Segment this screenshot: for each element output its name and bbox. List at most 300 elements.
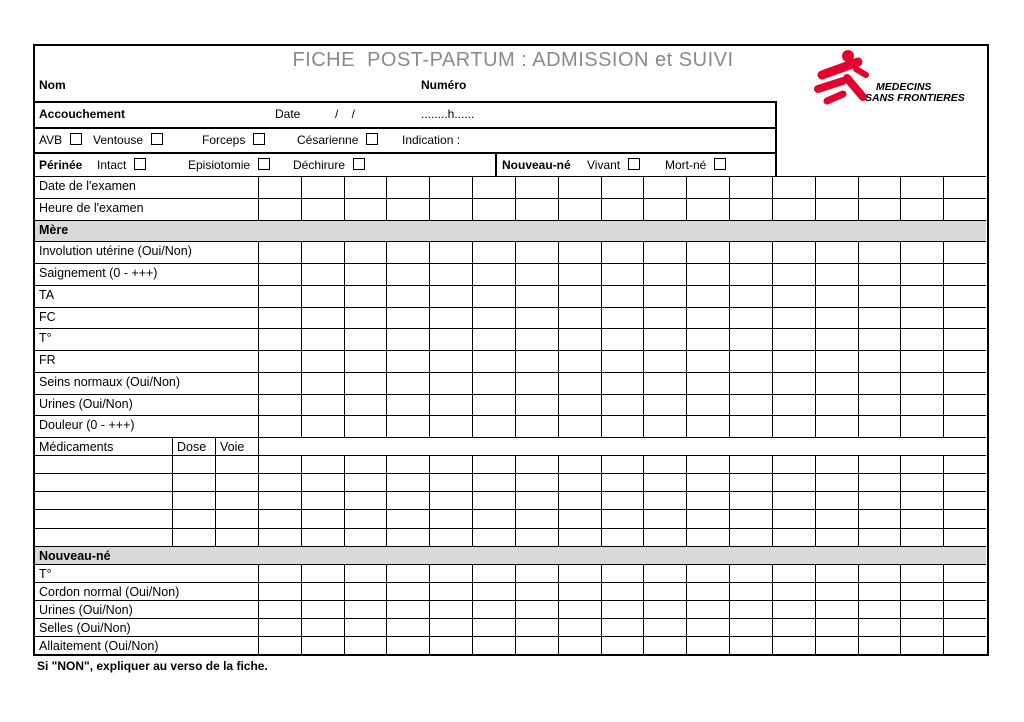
grid-cell[interactable] xyxy=(344,510,387,527)
grid-cell[interactable] xyxy=(772,416,815,437)
grid-cell[interactable] xyxy=(729,492,772,509)
grid-cell[interactable] xyxy=(301,637,344,654)
grid-cell[interactable] xyxy=(344,308,387,329)
grid-cell[interactable] xyxy=(258,492,301,509)
medication-dose-cell[interactable] xyxy=(172,474,215,491)
grid-cell[interactable] xyxy=(386,619,429,636)
grid-cell[interactable] xyxy=(900,242,943,263)
grid-cell[interactable] xyxy=(601,637,644,654)
grid-cell[interactable] xyxy=(858,264,901,285)
grid-cell[interactable] xyxy=(858,529,901,546)
grid-cell[interactable] xyxy=(258,373,301,394)
grid-cell[interactable] xyxy=(729,242,772,263)
grid-cell[interactable] xyxy=(943,601,986,618)
grid-cell[interactable] xyxy=(772,242,815,263)
grid-cell[interactable] xyxy=(515,329,558,350)
grid-cell[interactable] xyxy=(943,510,986,527)
grid-cell[interactable] xyxy=(558,264,601,285)
grid-cell[interactable] xyxy=(601,510,644,527)
grid-cell[interactable] xyxy=(515,373,558,394)
grid-cell[interactable] xyxy=(515,474,558,491)
grid-cell[interactable] xyxy=(943,199,986,220)
grid-cell[interactable] xyxy=(900,286,943,307)
grid-cell[interactable] xyxy=(858,492,901,509)
grid-cell[interactable] xyxy=(815,583,858,600)
grid-cell[interactable] xyxy=(558,565,601,582)
grid-cell[interactable] xyxy=(472,395,515,416)
grid-cell[interactable] xyxy=(601,373,644,394)
grid-cell[interactable] xyxy=(686,492,729,509)
grid-cell[interactable] xyxy=(772,456,815,473)
grid-cell[interactable] xyxy=(301,177,344,198)
grid-cell[interactable] xyxy=(686,242,729,263)
grid-cell[interactable] xyxy=(558,619,601,636)
grid-cell[interactable] xyxy=(558,529,601,546)
grid-cell[interactable] xyxy=(729,474,772,491)
grid-cell[interactable] xyxy=(858,395,901,416)
grid-cell[interactable] xyxy=(472,583,515,600)
grid-cell[interactable] xyxy=(558,456,601,473)
grid-cell[interactable] xyxy=(729,583,772,600)
grid-cell[interactable] xyxy=(772,264,815,285)
grid-cell[interactable] xyxy=(858,308,901,329)
grid-cell[interactable] xyxy=(729,456,772,473)
grid-cell[interactable] xyxy=(643,242,686,263)
grid-cell[interactable] xyxy=(900,601,943,618)
grid-cell[interactable] xyxy=(943,474,986,491)
grid-cell[interactable] xyxy=(344,177,387,198)
grid-cell[interactable] xyxy=(815,373,858,394)
grid-cell[interactable] xyxy=(386,264,429,285)
grid-cell[interactable] xyxy=(643,286,686,307)
grid-cell[interactable] xyxy=(943,416,986,437)
grid-cell[interactable] xyxy=(386,351,429,372)
grid-cell[interactable] xyxy=(258,416,301,437)
grid-cell[interactable] xyxy=(772,308,815,329)
grid-cell[interactable] xyxy=(729,510,772,527)
grid-cell[interactable] xyxy=(558,177,601,198)
grid-cell[interactable] xyxy=(772,529,815,546)
grid-cell[interactable] xyxy=(815,529,858,546)
medication-name-cell[interactable] xyxy=(35,529,172,546)
grid-cell[interactable] xyxy=(686,456,729,473)
grid-cell[interactable] xyxy=(815,456,858,473)
grid-cell[interactable] xyxy=(643,583,686,600)
grid-cell[interactable] xyxy=(815,177,858,198)
grid-cell[interactable] xyxy=(643,264,686,285)
grid-cell[interactable] xyxy=(900,395,943,416)
medication-voie-cell[interactable] xyxy=(215,474,258,491)
grid-cell[interactable] xyxy=(429,242,472,263)
grid-cell[interactable] xyxy=(772,177,815,198)
grid-cell[interactable] xyxy=(772,199,815,220)
grid-cell[interactable] xyxy=(515,242,558,263)
grid-cell[interactable] xyxy=(900,199,943,220)
grid-cell[interactable] xyxy=(429,510,472,527)
intact-checkbox[interactable] xyxy=(134,158,146,170)
grid-cell[interactable] xyxy=(344,395,387,416)
vivant-checkbox[interactable] xyxy=(628,158,640,170)
grid-cell[interactable] xyxy=(943,329,986,350)
grid-cell[interactable] xyxy=(301,308,344,329)
grid-cell[interactable] xyxy=(601,329,644,350)
grid-cell[interactable] xyxy=(301,351,344,372)
grid-cell[interactable] xyxy=(643,619,686,636)
medication-dose-cell[interactable] xyxy=(172,456,215,473)
grid-cell[interactable] xyxy=(900,619,943,636)
grid-cell[interactable] xyxy=(472,351,515,372)
grid-cell[interactable] xyxy=(686,637,729,654)
grid-cell[interactable] xyxy=(301,492,344,509)
grid-cell[interactable] xyxy=(301,456,344,473)
grid-cell[interactable] xyxy=(729,286,772,307)
grid-cell[interactable] xyxy=(858,619,901,636)
grid-cell[interactable] xyxy=(472,474,515,491)
grid-cell[interactable] xyxy=(472,637,515,654)
grid-cell[interactable] xyxy=(943,565,986,582)
grid-cell[interactable] xyxy=(258,199,301,220)
grid-cell[interactable] xyxy=(815,474,858,491)
grid-cell[interactable] xyxy=(601,286,644,307)
grid-cell[interactable] xyxy=(429,177,472,198)
grid-cell[interactable] xyxy=(386,565,429,582)
grid-cell[interactable] xyxy=(558,242,601,263)
grid-cell[interactable] xyxy=(558,286,601,307)
medication-voie-cell[interactable] xyxy=(215,492,258,509)
grid-cell[interactable] xyxy=(429,264,472,285)
grid-cell[interactable] xyxy=(900,308,943,329)
grid-cell[interactable] xyxy=(943,529,986,546)
grid-cell[interactable] xyxy=(386,456,429,473)
grid-cell[interactable] xyxy=(515,395,558,416)
grid-cell[interactable] xyxy=(301,242,344,263)
grid-cell[interactable] xyxy=(772,395,815,416)
grid-cell[interactable] xyxy=(472,373,515,394)
grid-cell[interactable] xyxy=(472,492,515,509)
grid-cell[interactable] xyxy=(943,264,986,285)
grid-cell[interactable] xyxy=(943,492,986,509)
grid-cell[interactable] xyxy=(429,329,472,350)
grid-cell[interactable] xyxy=(601,308,644,329)
grid-cell[interactable] xyxy=(772,565,815,582)
grid-cell[interactable] xyxy=(900,510,943,527)
grid-cell[interactable] xyxy=(643,395,686,416)
grid-cell[interactable] xyxy=(686,583,729,600)
grid-cell[interactable] xyxy=(386,286,429,307)
grid-cell[interactable] xyxy=(943,583,986,600)
grid-cell[interactable] xyxy=(301,264,344,285)
grid-cell[interactable] xyxy=(943,395,986,416)
grid-cell[interactable] xyxy=(301,583,344,600)
grid-cell[interactable] xyxy=(429,565,472,582)
grid-cell[interactable] xyxy=(858,583,901,600)
grid-cell[interactable] xyxy=(515,492,558,509)
grid-cell[interactable] xyxy=(729,264,772,285)
grid-cell[interactable] xyxy=(729,637,772,654)
grid-cell[interactable] xyxy=(472,619,515,636)
grid-cell[interactable] xyxy=(943,308,986,329)
grid-cell[interactable] xyxy=(815,242,858,263)
grid-cell[interactable] xyxy=(386,308,429,329)
grid-cell[interactable] xyxy=(815,619,858,636)
grid-cell[interactable] xyxy=(429,474,472,491)
grid-cell[interactable] xyxy=(815,637,858,654)
grid-cell[interactable] xyxy=(772,492,815,509)
grid-cell[interactable] xyxy=(815,510,858,527)
grid-cell[interactable] xyxy=(429,416,472,437)
grid-cell[interactable] xyxy=(686,373,729,394)
grid-cell[interactable] xyxy=(686,474,729,491)
grid-cell[interactable] xyxy=(601,529,644,546)
grid-cell[interactable] xyxy=(258,601,301,618)
grid-cell[interactable] xyxy=(601,199,644,220)
grid-cell[interactable] xyxy=(815,199,858,220)
grid-cell[interactable] xyxy=(601,492,644,509)
grid-cell[interactable] xyxy=(429,529,472,546)
grid-cell[interactable] xyxy=(429,373,472,394)
grid-cell[interactable] xyxy=(515,416,558,437)
grid-cell[interactable] xyxy=(515,510,558,527)
grid-cell[interactable] xyxy=(815,286,858,307)
grid-cell[interactable] xyxy=(815,565,858,582)
grid-cell[interactable] xyxy=(643,529,686,546)
grid-cell[interactable] xyxy=(558,416,601,437)
grid-cell[interactable] xyxy=(772,601,815,618)
grid-cell[interactable] xyxy=(515,199,558,220)
grid-cell[interactable] xyxy=(729,177,772,198)
grid-cell[interactable] xyxy=(472,286,515,307)
grid-cell[interactable] xyxy=(858,474,901,491)
grid-cell[interactable] xyxy=(601,565,644,582)
grid-cell[interactable] xyxy=(943,619,986,636)
grid-cell[interactable] xyxy=(344,373,387,394)
grid-cell[interactable] xyxy=(301,373,344,394)
grid-cell[interactable] xyxy=(900,373,943,394)
grid-cell[interactable] xyxy=(258,351,301,372)
grid-cell[interactable] xyxy=(515,529,558,546)
grid-cell[interactable] xyxy=(258,329,301,350)
grid-cell[interactable] xyxy=(344,565,387,582)
grid-cell[interactable] xyxy=(344,637,387,654)
grid-cell[interactable] xyxy=(643,199,686,220)
grid-cell[interactable] xyxy=(258,264,301,285)
grid-cell[interactable] xyxy=(729,199,772,220)
grid-cell[interactable] xyxy=(643,492,686,509)
grid-cell[interactable] xyxy=(943,351,986,372)
grid-cell[interactable] xyxy=(858,510,901,527)
grid-cell[interactable] xyxy=(943,242,986,263)
grid-cell[interactable] xyxy=(258,529,301,546)
grid-cell[interactable] xyxy=(344,529,387,546)
medication-voie-cell[interactable] xyxy=(215,529,258,546)
grid-cell[interactable] xyxy=(772,351,815,372)
medication-dose-cell[interactable] xyxy=(172,492,215,509)
grid-cell[interactable] xyxy=(858,177,901,198)
grid-cell[interactable] xyxy=(386,474,429,491)
grid-cell[interactable] xyxy=(900,351,943,372)
avb-checkbox[interactable] xyxy=(70,133,82,145)
grid-cell[interactable] xyxy=(643,373,686,394)
grid-cell[interactable] xyxy=(858,456,901,473)
grid-cell[interactable] xyxy=(515,637,558,654)
grid-cell[interactable] xyxy=(344,264,387,285)
grid-cell[interactable] xyxy=(772,510,815,527)
grid-cell[interactable] xyxy=(943,177,986,198)
grid-cell[interactable] xyxy=(558,308,601,329)
grid-cell[interactable] xyxy=(943,637,986,654)
grid-cell[interactable] xyxy=(601,474,644,491)
grid-cell[interactable] xyxy=(900,529,943,546)
grid-cell[interactable] xyxy=(601,351,644,372)
grid-cell[interactable] xyxy=(429,286,472,307)
grid-cell[interactable] xyxy=(386,177,429,198)
grid-cell[interactable] xyxy=(601,395,644,416)
grid-cell[interactable] xyxy=(558,395,601,416)
grid-cell[interactable] xyxy=(515,601,558,618)
grid-cell[interactable] xyxy=(472,308,515,329)
grid-cell[interactable] xyxy=(558,510,601,527)
grid-cell[interactable] xyxy=(258,395,301,416)
grid-cell[interactable] xyxy=(472,264,515,285)
grid-cell[interactable] xyxy=(429,619,472,636)
grid-cell[interactable] xyxy=(815,601,858,618)
grid-cell[interactable] xyxy=(515,583,558,600)
grid-cell[interactable] xyxy=(772,637,815,654)
grid-cell[interactable] xyxy=(686,199,729,220)
grid-cell[interactable] xyxy=(686,510,729,527)
medication-name-cell[interactable] xyxy=(35,456,172,473)
grid-cell[interactable] xyxy=(386,583,429,600)
date-value-field[interactable]: / / xyxy=(335,107,356,121)
grid-cell[interactable] xyxy=(386,373,429,394)
grid-cell[interactable] xyxy=(301,619,344,636)
grid-cell[interactable] xyxy=(258,619,301,636)
grid-cell[interactable] xyxy=(815,329,858,350)
grid-cell[interactable] xyxy=(515,177,558,198)
grid-cell[interactable] xyxy=(429,199,472,220)
ventouse-checkbox[interactable] xyxy=(151,133,163,145)
grid-cell[interactable] xyxy=(386,242,429,263)
grid-cell[interactable] xyxy=(729,416,772,437)
grid-cell[interactable] xyxy=(601,601,644,618)
grid-cell[interactable] xyxy=(258,474,301,491)
grid-cell[interactable] xyxy=(429,308,472,329)
medication-name-cell[interactable] xyxy=(35,474,172,491)
grid-cell[interactable] xyxy=(943,456,986,473)
grid-cell[interactable] xyxy=(344,242,387,263)
grid-cell[interactable] xyxy=(301,565,344,582)
grid-cell[interactable] xyxy=(686,619,729,636)
grid-cell[interactable] xyxy=(515,565,558,582)
grid-cell[interactable] xyxy=(900,264,943,285)
medication-name-cell[interactable] xyxy=(35,492,172,509)
grid-cell[interactable] xyxy=(772,329,815,350)
grid-cell[interactable] xyxy=(344,199,387,220)
grid-cell[interactable] xyxy=(686,177,729,198)
mortne-checkbox[interactable] xyxy=(714,158,726,170)
grid-cell[interactable] xyxy=(386,199,429,220)
grid-cell[interactable] xyxy=(301,601,344,618)
grid-cell[interactable] xyxy=(344,416,387,437)
grid-cell[interactable] xyxy=(729,565,772,582)
forceps-checkbox[interactable] xyxy=(253,133,265,145)
grid-cell[interactable] xyxy=(558,329,601,350)
grid-cell[interactable] xyxy=(643,565,686,582)
grid-cell[interactable] xyxy=(472,242,515,263)
grid-cell[interactable] xyxy=(643,416,686,437)
grid-cell[interactable] xyxy=(815,264,858,285)
grid-cell[interactable] xyxy=(729,351,772,372)
grid-cell[interactable] xyxy=(858,242,901,263)
grid-cell[interactable] xyxy=(772,373,815,394)
grid-cell[interactable] xyxy=(429,601,472,618)
grid-cell[interactable] xyxy=(386,510,429,527)
grid-cell[interactable] xyxy=(686,565,729,582)
grid-cell[interactable] xyxy=(772,583,815,600)
grid-cell[interactable] xyxy=(601,583,644,600)
grid-cell[interactable] xyxy=(429,351,472,372)
grid-cell[interactable] xyxy=(943,286,986,307)
grid-cell[interactable] xyxy=(686,395,729,416)
grid-cell[interactable] xyxy=(815,492,858,509)
grid-cell[interactable] xyxy=(429,583,472,600)
grid-cell[interactable] xyxy=(729,619,772,636)
grid-cell[interactable] xyxy=(344,286,387,307)
dechirure-checkbox[interactable] xyxy=(353,158,365,170)
grid-cell[interactable] xyxy=(301,510,344,527)
grid-cell[interactable] xyxy=(686,308,729,329)
grid-cell[interactable] xyxy=(900,637,943,654)
grid-cell[interactable] xyxy=(344,583,387,600)
grid-cell[interactable] xyxy=(772,286,815,307)
grid-cell[interactable] xyxy=(858,199,901,220)
grid-cell[interactable] xyxy=(472,529,515,546)
grid-cell[interactable] xyxy=(858,286,901,307)
grid-cell[interactable] xyxy=(344,492,387,509)
grid-cell[interactable] xyxy=(386,416,429,437)
grid-cell[interactable] xyxy=(344,474,387,491)
grid-cell[interactable] xyxy=(301,286,344,307)
grid-cell[interactable] xyxy=(472,565,515,582)
grid-cell[interactable] xyxy=(386,329,429,350)
grid-cell[interactable] xyxy=(258,456,301,473)
grid-cell[interactable] xyxy=(900,416,943,437)
grid-cell[interactable] xyxy=(900,456,943,473)
grid-cell[interactable] xyxy=(515,456,558,473)
grid-cell[interactable] xyxy=(258,242,301,263)
grid-cell[interactable] xyxy=(515,351,558,372)
grid-cell[interactable] xyxy=(643,510,686,527)
grid-cell[interactable] xyxy=(515,308,558,329)
time-value-field[interactable]: ........h...... xyxy=(421,107,475,121)
grid-cell[interactable] xyxy=(258,286,301,307)
grid-cell[interactable] xyxy=(429,456,472,473)
grid-cell[interactable] xyxy=(386,395,429,416)
grid-cell[interactable] xyxy=(643,177,686,198)
grid-cell[interactable] xyxy=(472,199,515,220)
grid-cell[interactable] xyxy=(258,583,301,600)
grid-cell[interactable] xyxy=(815,308,858,329)
grid-cell[interactable] xyxy=(643,351,686,372)
grid-cell[interactable] xyxy=(515,264,558,285)
grid-cell[interactable] xyxy=(858,565,901,582)
grid-cell[interactable] xyxy=(472,416,515,437)
grid-cell[interactable] xyxy=(858,637,901,654)
grid-cell[interactable] xyxy=(386,492,429,509)
grid-cell[interactable] xyxy=(686,416,729,437)
grid-cell[interactable] xyxy=(643,456,686,473)
grid-cell[interactable] xyxy=(344,619,387,636)
